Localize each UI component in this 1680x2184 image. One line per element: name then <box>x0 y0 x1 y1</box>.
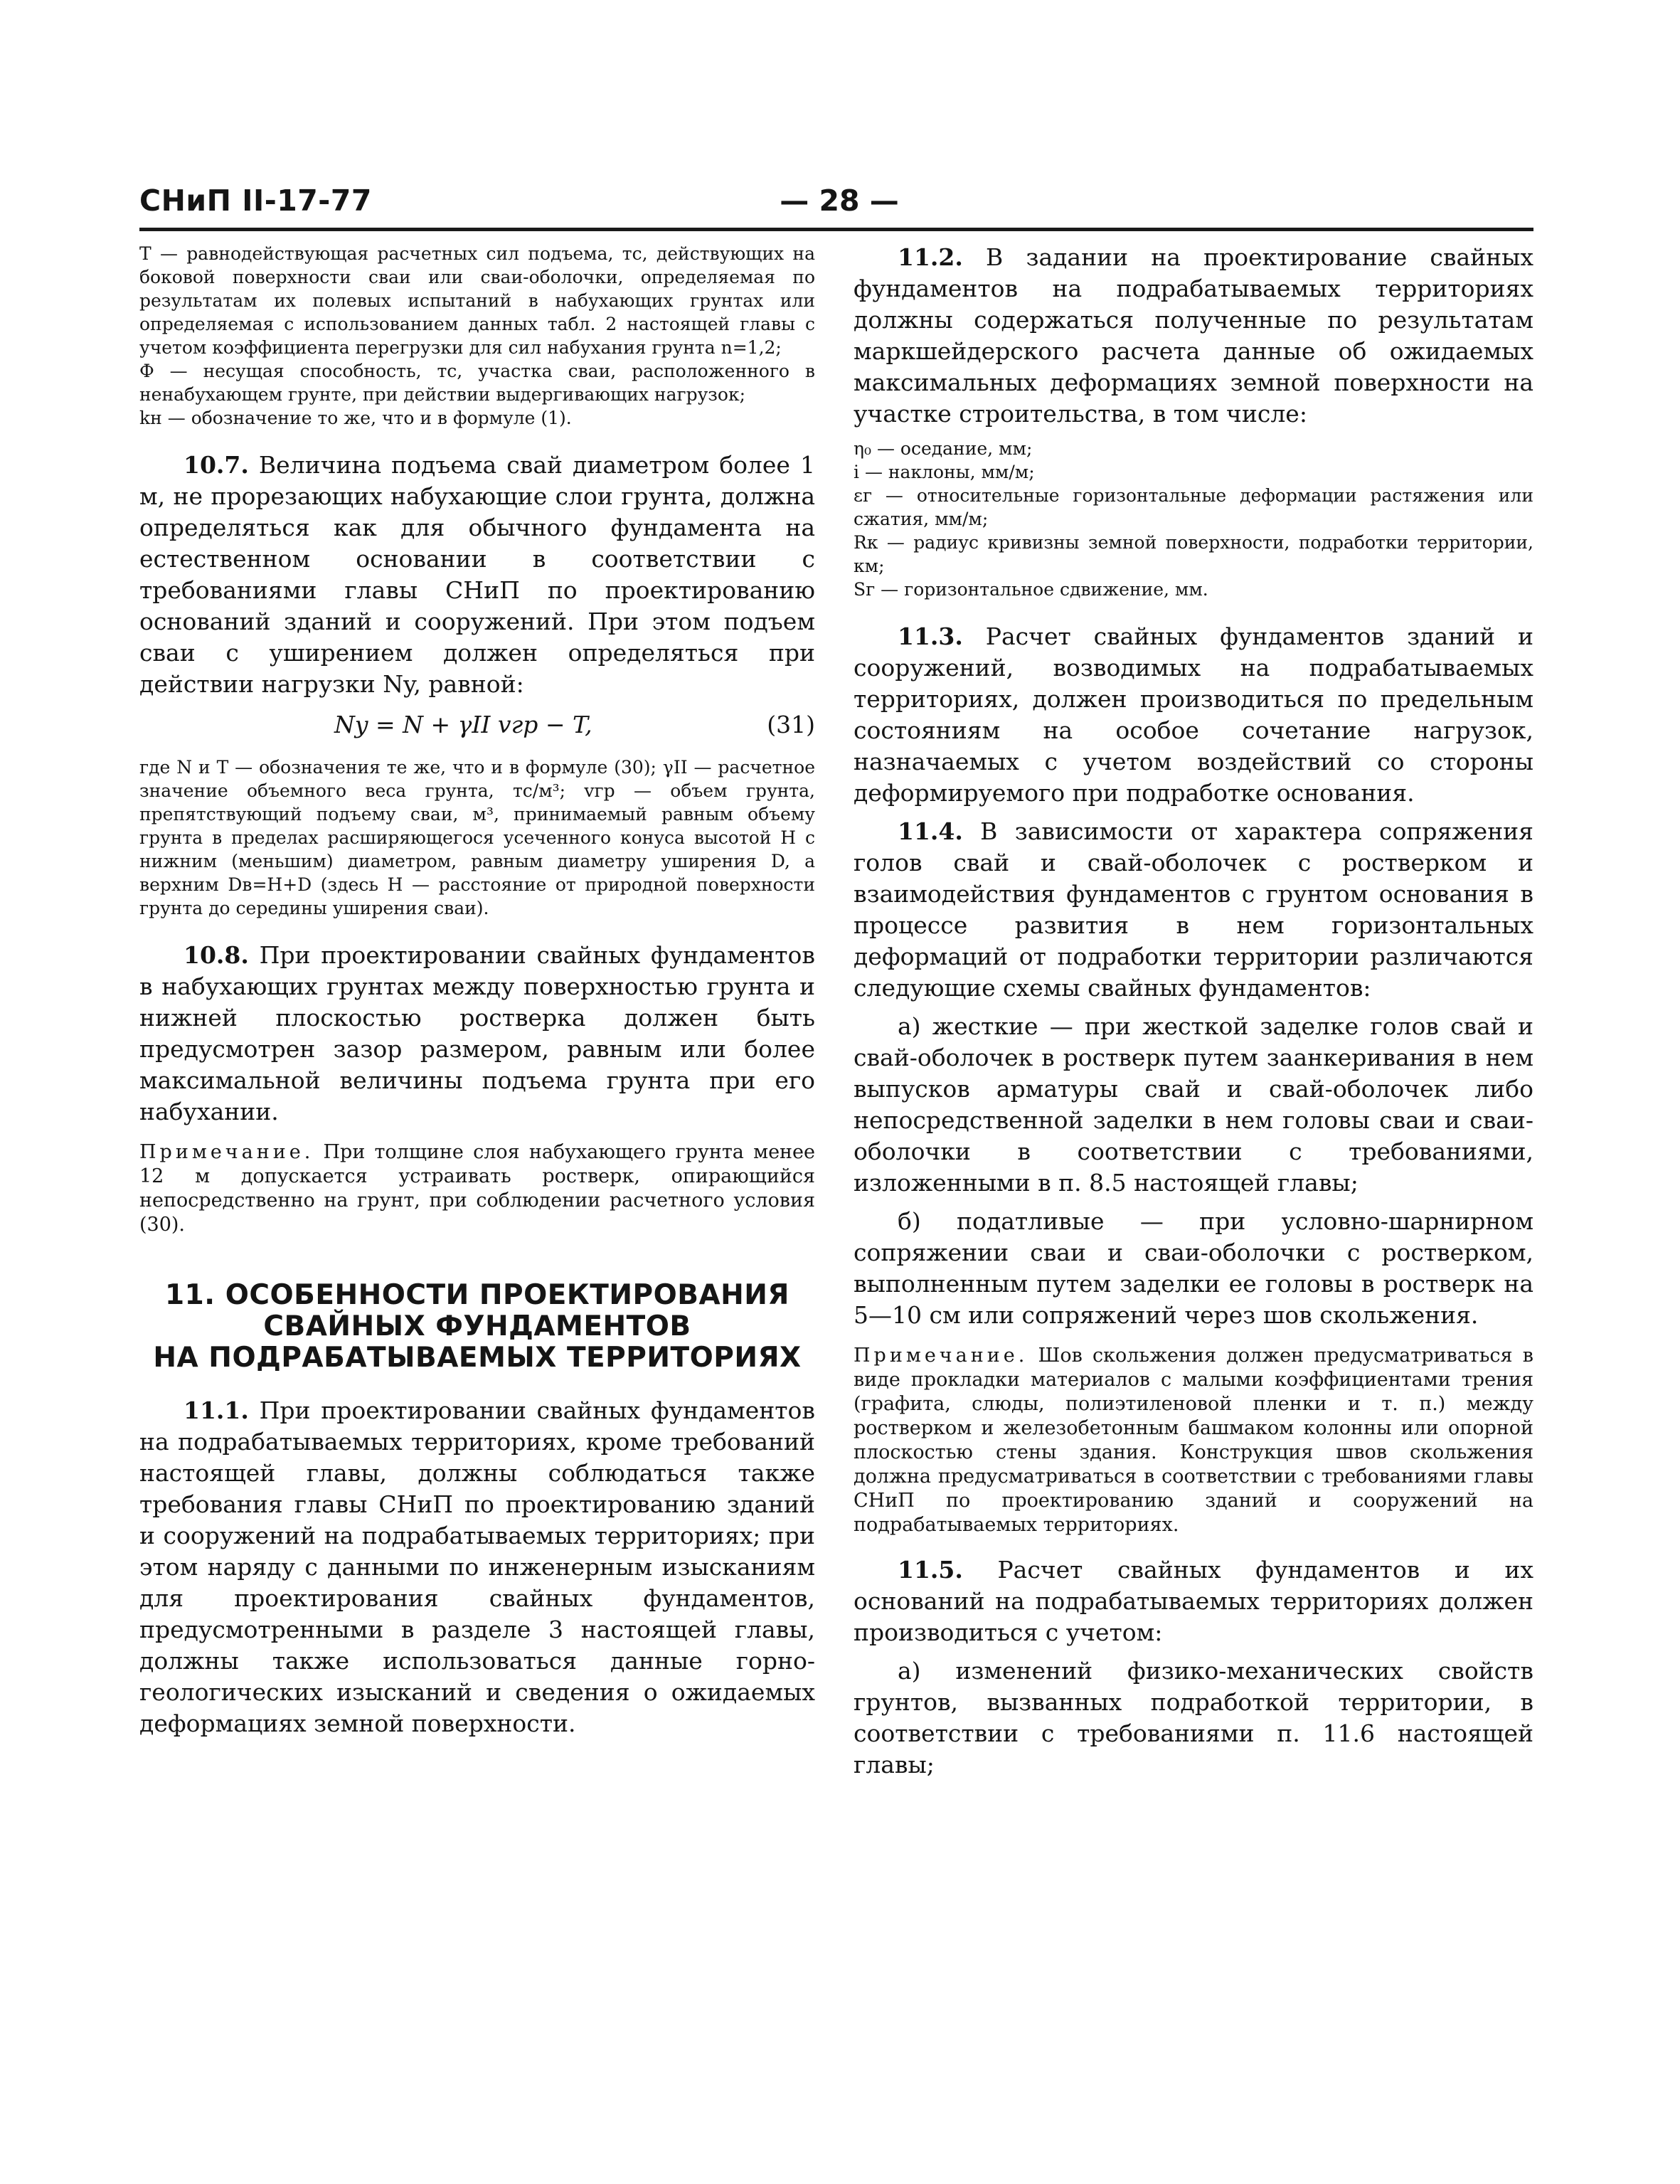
paragraph-text: В задании на проектирование свайных фундаментов на подрабатываемых территориях должны содержаться полученные по результатам маркшейдерского расчета данные об ожидаемых максимальных деформациях земной поверхности на участке строительства, в том числе: <box>854 243 1533 428</box>
note-text: Шов скольжения должен предусматриваться в виде прокладки материалов с малыми коэффициентами трения (графита, слюды, полиэтиленовой пленки и т. п.) между ростверком и железобетонным башмаком колонны или опорной плоскостью стены здания. Конструкция швов скольжения должна предусматриваться в соответствии с требованиями главы СНиП по проектированию зданий и сооружений на подрабатываемых территориях. <box>854 1345 1533 1536</box>
paragraph-text: В зависимости от характера сопряжения голов свай и свай-оболочек с ростверком и взаимодействия фундаментов с грунтом основания в процессе развития в нем горизонтальных деформаций от подработки территории различаются следующие схемы свайных фундаментов: <box>854 817 1533 1002</box>
item-a-rigid: а) жесткие — при жесткой заделке голов свай и свай-оболочек в ростверк путем заанкеривания в нем выпусков арматуры свай и свай-оболочек либо непосредственной заделки в нем головы сваи и сваи-оболочки в соответствии с требованиями, изложенными в п. 8.5 настоящей главы; <box>854 1012 1533 1197</box>
note-11-4 <box>854 1344 1533 1537</box>
paragraph-11-4 <box>854 816 1533 1004</box>
paragraph-text: При проектировании свайных фундаментов в набухающих грунтах между поверхностью грунта и нижней плоскостью ростверка должен быть предусмотрен зазор размером, равным или более максимальной величины подъема грунта при его набухании. <box>139 941 815 1125</box>
note-label: Примечание. <box>139 1141 314 1163</box>
item-b-flexible: б) податливые — при условно-шарнирном сопряжении сваи и сваи-оболочки с ростверком, выполненным путем заделки ее головы в ростверк на 5—10 см или сопряжений через шов скольжения. <box>854 1207 1533 1329</box>
note-10-8 <box>139 1140 815 1237</box>
note-text: При толщине слоя набухающего грунта менее 12 м допускается устраивать ростверк, опирающийся непосредственно на грунт, при соблюдении расчетного условия (30). <box>139 1141 815 1236</box>
paragraph-text: Величина подъема свай диаметром более 1 м, не прорезающих набухающие слои грунта, должна определяться как для обычного фундамента на естественном основании в соответствии с требованиями главы СНиП по проектированию оснований зданий и сооружений. При этом подъем сваи с уширением должен определяться при действии нагрузки Ny, равной: <box>139 451 815 698</box>
legend-Phi: Ф — несущая способность, тс, участка сваи, расположенного в ненабухающем грунте, при действии выдергивающих нагрузок; <box>139 361 815 405</box>
legend-T: Т — равнодействующая расчетных сил подъема, тс, действующих на боковой поверхности сваи или сваи-оболочки, определяемая по результатам их полевых испытаний в набухающих грунтах или определяемая с использованием данных табл. 2 настоящей главы с учетом коэффициента перегрузки для сил набухания грунта n=1,2; <box>139 243 815 358</box>
formula-31 <box>139 707 815 743</box>
paragraph-number: 11.1. <box>184 1396 249 1424</box>
formula-expression: Ny = N + γII vгр − T, <box>334 711 592 738</box>
section-title-line: 11. ОСОБЕННОСТИ ПРОЕКТИРОВАНИЯ <box>165 1279 790 1311</box>
item-5a: а) изменений физико-механических свойств грунтов, вызванных подработкой территории, в соответствии с требованиями п. 11.6 настоящей главы; <box>854 1657 1533 1779</box>
section-title-line: СВАЙНЫХ ФУНДАМЕНТОВ <box>263 1310 691 1342</box>
paragraph-11-5 <box>854 1554 1533 1648</box>
formula-number: (31) <box>767 711 815 738</box>
list-shift: Sг — горизонтальное сдвижение, мм. <box>854 579 1208 600</box>
right-column <box>854 242 1533 1788</box>
paragraph-number: 11.4. <box>898 817 963 845</box>
section-title-line: НА ПОДРАБАТЫВАЕМЫХ ТЕРРИТОРИЯХ <box>153 1342 802 1374</box>
paragraph-text: Расчет свайных фундаментов зданий и сооружений, возводимых на подрабатываемых территориях, должен производиться по предельным состояниям на особое сочетание нагрузок, назначаемых с учетом воздействий со стороны деформируемого при подработке основания. <box>854 622 1533 807</box>
left-column <box>139 242 815 1746</box>
document-code: СНиП II-17-77 <box>139 184 372 218</box>
paragraph-10-8 <box>139 940 815 1128</box>
note-label: Примечание. <box>854 1345 1028 1367</box>
legend-kn: kн — обозначение то же, что и в формуле (1). <box>139 408 572 428</box>
paragraph-text: При проектировании свайных фундаментов на подрабатываемых территориях, кроме требований настоящей главы, должны соблюдаться также требования главы СНиП по проектированию зданий и сооружений на подрабатываемых территориях; при этом наряду с данными по инженерным изысканиям для проектирования свайных фундаментов, предусмотренными в разделе 3 настоящей главы, должны также использоваться данные горно-геологических изысканий и сведения о ожидаемых деформациях земной поверхности. <box>139 1396 815 1737</box>
paragraph-11-2 <box>854 242 1533 430</box>
header-rule <box>139 228 1533 231</box>
paragraph-number: 11.3. <box>898 622 963 650</box>
paragraph-number: 11.2. <box>898 243 963 271</box>
list-strain: εг — относительные горизонтальные деформации растяжения или сжатия, мм/м; <box>854 485 1533 529</box>
list-radius: Rк — радиус кривизны земной поверхности, подработки территории, км; <box>854 532 1533 576</box>
paragraph-number: 11.5. <box>898 1556 963 1584</box>
list-tilt: i — наклоны, мм/м; <box>854 462 1035 482</box>
section-title <box>139 1280 815 1374</box>
paragraph-11-1 <box>139 1395 815 1739</box>
page-number: — 28 — <box>780 184 899 218</box>
list-settlement: η₀ — оседание, мм; <box>854 438 1033 459</box>
formula-legend: где N и T — обозначения те же, что и в формуле (30); γII — расчетное значение объемного веса грунта, тс/м³; vгр — объем грунта, препятствующий подъему сваи, м³, принимаемый равным объему грунта в пределах расширяющегося усеченного конуса высотой H с нижним (меньшим) диаметром, равным диаметру уширения D, а верхним Dв=H+D (здесь H — расстояние от природной поверхности грунта до середины уширения сваи). <box>139 757 815 918</box>
paragraph-10-7 <box>139 450 815 700</box>
paragraph-text: Расчет свайных фундаментов и их оснований на подрабатываемых территориях должен производиться с учетом: <box>854 1556 1533 1646</box>
paragraph-number: 10.8. <box>184 941 249 969</box>
paragraph-number: 10.7. <box>184 451 249 479</box>
paragraph-11-3 <box>854 621 1533 809</box>
